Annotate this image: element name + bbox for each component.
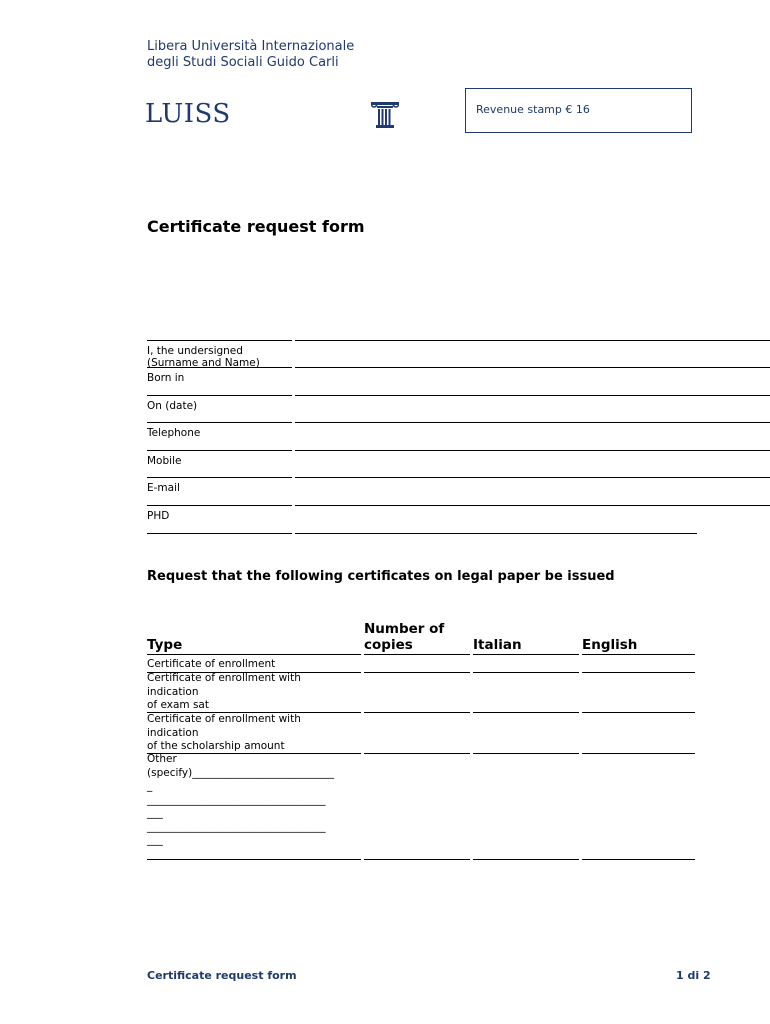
column-header-english: English (582, 637, 638, 653)
table-row-type (147, 672, 361, 713)
divider (364, 654, 470, 655)
type-line: ___ (147, 834, 163, 846)
revenue-stamp-box (465, 88, 692, 133)
field-label: I, the undersigned (147, 345, 243, 357)
footer-title: Certificate request form (147, 969, 297, 982)
divider (295, 533, 697, 534)
field-input-line[interactable] (295, 505, 770, 506)
page-number: 1 di 2 (676, 969, 711, 982)
table-row-type (147, 658, 361, 672)
type-line: _ (147, 780, 153, 792)
document-title: Certificate request form (147, 217, 365, 236)
revenue-stamp-label: Revenue stamp € 16 (476, 103, 590, 116)
english-input-line[interactable] (582, 753, 695, 754)
column-header-copies-line2: copies (364, 637, 413, 653)
field-input-line[interactable] (295, 477, 770, 478)
field-input-line[interactable] (295, 450, 770, 451)
divider (147, 533, 292, 534)
type-line: Other (147, 753, 177, 765)
type-line: __________________________________ (147, 793, 326, 806)
type-line: __________________________________ (147, 820, 326, 833)
field-label: Born in (147, 372, 185, 384)
english-input-line[interactable] (582, 712, 695, 713)
copies-input-line[interactable] (364, 672, 470, 673)
italian-input-line[interactable] (473, 672, 579, 673)
column-header-copies (364, 621, 444, 653)
type-line: of the scholarship amount (147, 740, 285, 752)
divider (147, 859, 361, 860)
type-line: Certificate of enrollment (147, 658, 276, 670)
field-label: E-mail (147, 482, 180, 494)
field-label: Mobile (147, 455, 182, 467)
luiss-logo: LUISS (145, 99, 231, 129)
type-line: Certificate of enrollment with (147, 713, 301, 725)
table-row-type[interactable] (147, 753, 361, 848)
type-line: of exam sat (147, 699, 209, 711)
field-label: Telephone (147, 427, 201, 439)
type-line: indication (147, 685, 199, 698)
column-header-italian: Italian (473, 637, 522, 653)
field-input-line[interactable] (295, 367, 770, 368)
institution-name-line1: Libera Università Internazionale (147, 39, 355, 54)
institution-name (147, 39, 354, 70)
divider (473, 654, 579, 655)
field-input-line[interactable] (295, 340, 770, 341)
column-header-copies-line1: Number of (364, 621, 445, 637)
field-label: On (date) (147, 400, 198, 412)
type-line: (specify)___________________________ (147, 766, 334, 779)
field-label: PHD (147, 510, 170, 522)
english-input-line[interactable] (582, 859, 695, 860)
type-line: indication (147, 726, 199, 739)
italian-input-line[interactable] (473, 753, 579, 754)
request-section-title: Request that the following certificates on legal paper be issued (147, 569, 615, 584)
italian-input-line[interactable] (473, 712, 579, 713)
type-line: Certificate of enrollment with (147, 672, 301, 684)
copies-input-line[interactable] (364, 859, 470, 860)
copies-input-line[interactable] (364, 753, 470, 754)
divider (147, 654, 361, 655)
institution-name-line2: degli Studi Sociali Guido Carli (147, 54, 339, 70)
field-input-line[interactable] (295, 395, 770, 396)
field-input-line[interactable] (295, 422, 770, 423)
table-row-type (147, 713, 361, 754)
classical-column-icon (371, 102, 399, 128)
divider (582, 654, 695, 655)
type-line: ___ (147, 807, 163, 819)
english-input-line[interactable] (582, 672, 695, 673)
italian-input-line[interactable] (473, 859, 579, 860)
column-header-type: Type (147, 637, 183, 653)
copies-input-line[interactable] (364, 712, 470, 713)
field-label-sub: (Surname and Name) (147, 357, 260, 369)
